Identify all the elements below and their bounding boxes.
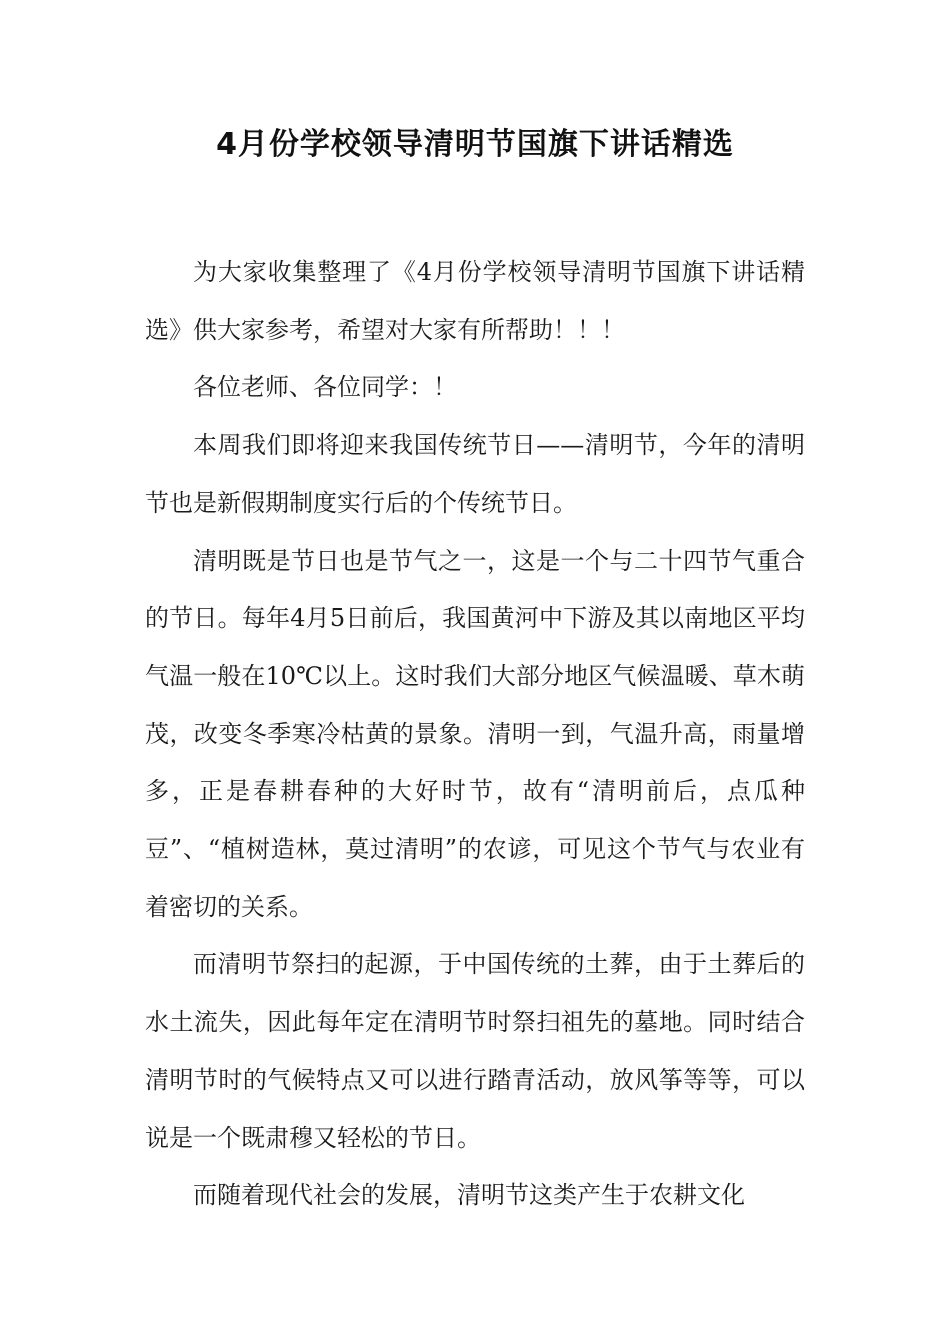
document-body — [145, 244, 805, 1225]
paragraph-solar-term: 清明既是节日也是节气之一，这是一个与二十四节气重合的节日。每年4月5日前后，我国黄河中下游及其以南地区平均气温一般在10℃以上。这时我们大部分地区气候温暖、草木萌茂，改变冬季寒冷枯黄的景象。清明一到，气温升高，雨量增多，正是春耕春种的大好时节，故有“清明前后，点瓜种豆”、“植树造林，莫过清明”的农谚，可见这个节气与农业有着密切的关系。 — [145, 546, 805, 921]
document-title: 4月份学校领导清明节国旗下讲话精选 — [216, 127, 734, 162]
paragraph-intro: 为大家收集整理了《4月份学校领导清明节国旗下讲话精选》供大家参考，希望对大家有所帮助！！！ — [145, 258, 805, 344]
paragraph-modern: 而随着现代社会的发展，清明节这类产生于农耕文化 — [193, 1181, 745, 1210]
paragraph-greeting: 各位老师、各位同学：！ — [193, 373, 457, 402]
paragraph-origin: 而清明节祭扫的起源，于中国传统的土葬，由于土葬后的水土流失，因此每年定在清明节时祭扫祖先的墓地。同时结合清明节时的气候特点又可以进行踏青活动，放风筝等等，可以说是一个既肃穆又轻松的节日。 — [145, 950, 805, 1152]
paragraph-festival-intro: 本周我们即将迎来我国传统节日——清明节，今年的清明节也是新假期制度实行后的个传统节日。 — [145, 431, 805, 517]
